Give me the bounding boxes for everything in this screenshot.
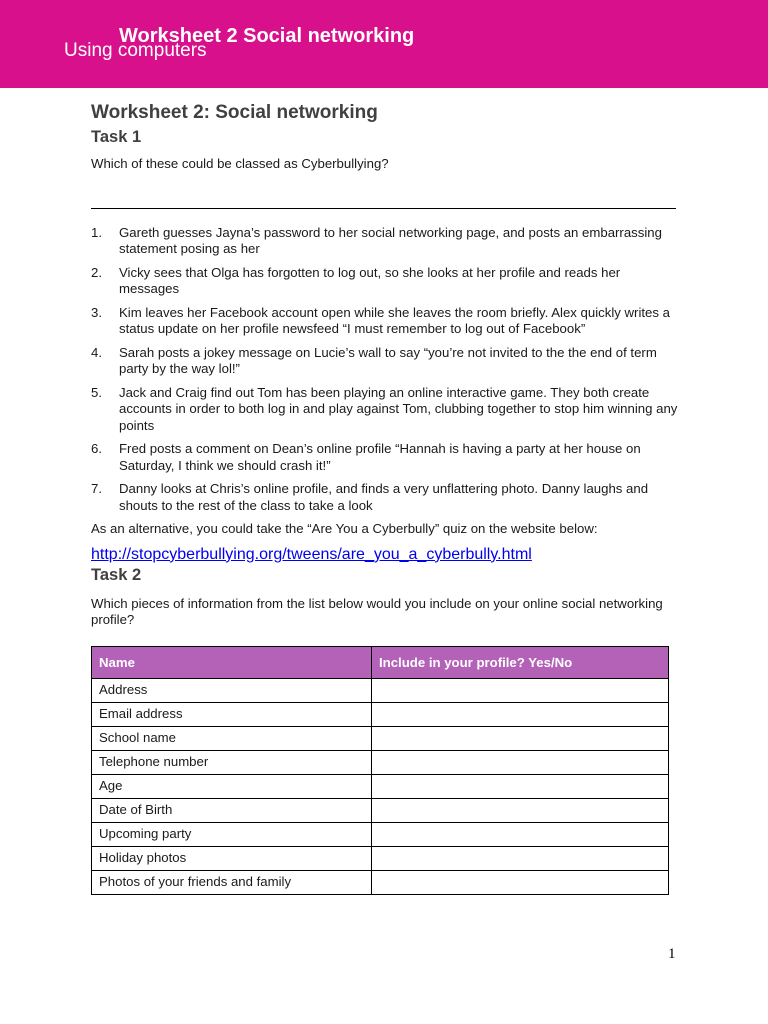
list-item bbox=[91, 305, 679, 338]
header-title: Worksheet 2 Social networking bbox=[119, 25, 415, 47]
answer-cell[interactable] bbox=[372, 846, 669, 870]
list-item-text: Jack and Craig find out Tom has been playing an online interactive game. They both create accounts in order to both log in and play against Tom, clubbing together to stop him winning any points bbox=[119, 384, 678, 433]
list-item bbox=[91, 481, 679, 514]
row-label: Email address bbox=[92, 702, 372, 726]
list-item-number: 7. bbox=[91, 481, 102, 496]
list-item-text: Kim leaves her Facebook account open while she leaves the room briefly. Alex quickly writes a status update on her profile newsfeed “I must remember to log out of Facebook” bbox=[119, 304, 670, 336]
row-label: Address bbox=[92, 678, 372, 702]
list-item bbox=[91, 345, 679, 378]
row-label: Holiday photos bbox=[92, 846, 372, 870]
list-item-number: 5. bbox=[91, 384, 102, 400]
table-row bbox=[92, 702, 669, 726]
document-body bbox=[91, 100, 677, 895]
answer-line[interactable] bbox=[91, 208, 676, 209]
table-row bbox=[92, 726, 669, 750]
row-label: School name bbox=[92, 726, 372, 750]
answer-cell[interactable] bbox=[372, 870, 669, 894]
answer-cell[interactable] bbox=[372, 750, 669, 774]
table-row bbox=[92, 678, 669, 702]
profile-info-table bbox=[91, 646, 669, 895]
row-label: Telephone number bbox=[92, 750, 372, 774]
list-item-text: Gareth guesses Jayna’s password to her social networking page, and posts an embarrassing statement posing as her bbox=[119, 224, 662, 256]
answer-cell[interactable] bbox=[372, 774, 669, 798]
list-item-text: Danny looks at Chris’s online profile, and finds a very unflattering photo. Danny laughs and shouts to the rest of the class to take a look bbox=[119, 481, 649, 513]
table-header-row bbox=[92, 646, 669, 678]
table-row bbox=[92, 870, 669, 894]
table-row bbox=[92, 774, 669, 798]
list-item bbox=[91, 265, 679, 298]
task1-question: Which of these could be classed as Cyberbullying? bbox=[91, 156, 389, 171]
list-item bbox=[91, 385, 679, 435]
column-header-include: Include in your profile? Yes/No bbox=[372, 646, 669, 678]
page-title: Worksheet 2: Social networking bbox=[91, 102, 378, 123]
list-item-text: Fred posts a comment on Dean’s online profile “Hannah is having a party at her house on Saturday, I think we should crash it!” bbox=[119, 441, 641, 473]
list-item bbox=[91, 441, 679, 474]
answer-cell[interactable] bbox=[372, 798, 669, 822]
row-label: Photos of your friends and family bbox=[92, 870, 372, 894]
list-item bbox=[91, 225, 679, 258]
list-item-number: 2. bbox=[91, 264, 102, 280]
table-row bbox=[92, 846, 669, 870]
alternative-text: As an alternative, you could take the “Are You a Cyberbully” quiz on the website below: bbox=[91, 521, 598, 536]
row-label: Age bbox=[92, 774, 372, 798]
task1-heading: Task 1 bbox=[91, 128, 142, 146]
column-header-name: Name bbox=[92, 646, 372, 678]
list-item-text: Vicky sees that Olga has forgotten to log out, so she looks at her profile and reads her messages bbox=[119, 264, 621, 296]
page-number: 1 bbox=[668, 946, 676, 962]
table-row bbox=[92, 798, 669, 822]
answer-cell[interactable] bbox=[372, 822, 669, 846]
header-banner bbox=[0, 0, 768, 88]
list-item-text: Sarah posts a jokey message on Lucie’s wall to say “you’re not invited to the the end of term party by the way lol!” bbox=[119, 344, 657, 376]
scenario-list bbox=[91, 225, 677, 515]
task2-heading: Task 2 bbox=[91, 565, 142, 584]
header-subtitle: Using computers bbox=[64, 40, 207, 61]
answer-cell[interactable] bbox=[372, 678, 669, 702]
quiz-link[interactable]: http://stopcyberbullying.org/tweens/are_you_a_cyberbully.html bbox=[91, 545, 532, 563]
list-item-number: 3. bbox=[91, 304, 102, 320]
row-label: Upcoming party bbox=[92, 822, 372, 846]
answer-cell[interactable] bbox=[372, 726, 669, 750]
table-row bbox=[92, 750, 669, 774]
list-item-number: 1. bbox=[91, 224, 102, 240]
list-item-number: 4. bbox=[91, 344, 102, 360]
task2-question: Which pieces of information from the list below would you include on your online social networking profile? bbox=[91, 595, 663, 627]
row-label: Date of Birth bbox=[92, 798, 372, 822]
table-row bbox=[92, 822, 669, 846]
answer-cell[interactable] bbox=[372, 702, 669, 726]
list-item-number: 6. bbox=[91, 441, 102, 456]
